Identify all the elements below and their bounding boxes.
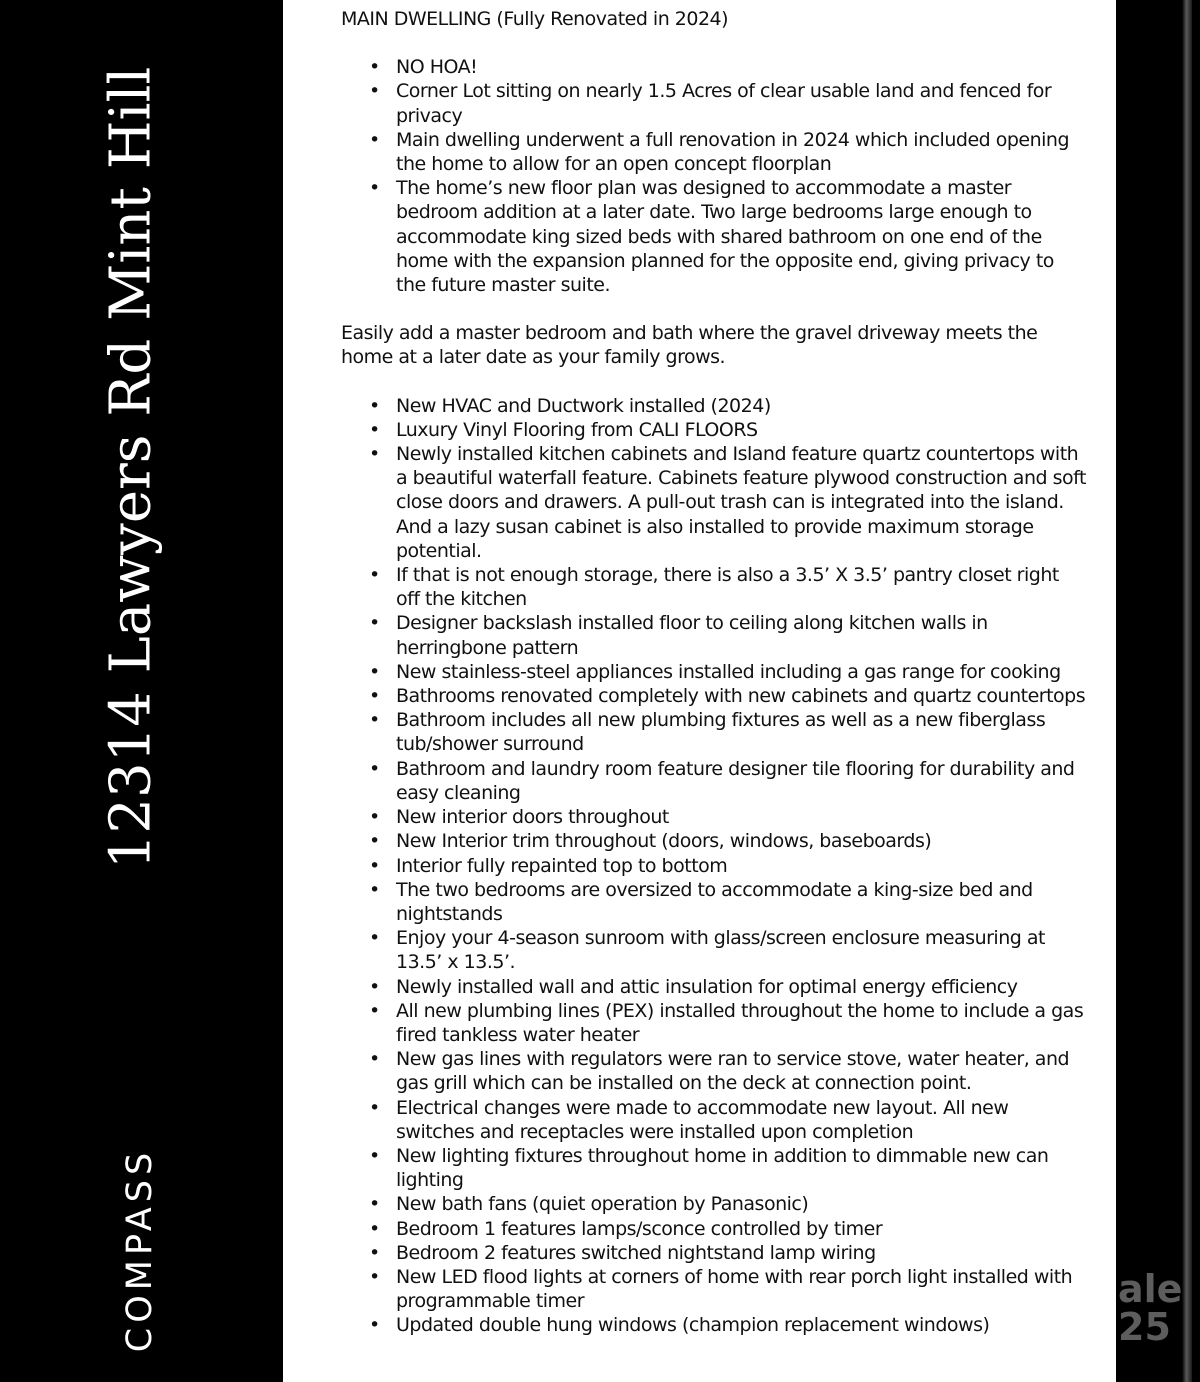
list-item-text: The home’s new floor plan was designed to accommodate a master bedroom addition at a later date. Two large bedrooms large enough to accommodate king sized beds with shared bathroom on one end of the home with the expansion planned for the opposite end, giving privacy to the future master suite. [396, 177, 1054, 297]
list-item [369, 1047, 1086, 1095]
list-item-text: If that is not enough storage, there is also a 3.5’ X 3.5’ pantry closet right off the kitchen [396, 564, 1059, 611]
list-item-text: New Interior trim throughout (doors, windows, baseboards) [396, 830, 932, 853]
list-item-text: New lighting fixtures throughout home in addition to dimmable new can lighting [396, 1144, 1049, 1192]
bullet-icon: • [369, 612, 380, 635]
expansion-paragraph: Easily add a master bedroom and bath where the gravel driveway meets the home at a later date as your family grows. [341, 322, 1038, 369]
list-item-text: Electrical changes were made to accommodate new layout. All new switches and receptacles were installed upon completion [396, 1096, 1009, 1143]
list-item [369, 854, 1086, 878]
section-heading: MAIN DWELLING (Fully Renovated in 2024) [341, 8, 729, 30]
bullet-icon: • [369, 854, 380, 877]
list-item [369, 684, 1086, 708]
brand-logo: COMPASS [120, 1147, 160, 1353]
list-item-text: Enjoy your 4-season sunroom with glass/screen enclosure measuring at 13.5’ x 13.5’. [396, 927, 1045, 974]
bullet-icon: • [369, 1144, 380, 1167]
list-item [369, 660, 1086, 684]
bullet-icon: • [369, 80, 380, 103]
list-item [369, 1241, 1086, 1265]
list-item [369, 563, 1086, 611]
list-item-text: All new plumbing lines (PEX) installed throughout the home to include a gas fired tankless water heater [396, 999, 1084, 1046]
list-item [369, 176, 1086, 297]
list-item-text: Designer backslash installed floor to ceiling along kitchen walls in herringbone pattern [396, 612, 988, 659]
feature-list-2 [341, 394, 1086, 1338]
list-item [369, 757, 1086, 805]
sidebar-band [0, 0, 283, 1382]
list-item-text: Corner Lot sitting on nearly 1.5 Acres of clear usable land and fenced for privacy [396, 80, 1052, 127]
list-item [369, 999, 1086, 1047]
bullet-icon: • [369, 1048, 380, 1071]
list-item-text: New interior doors throughout [396, 806, 669, 829]
scrollbar-edge [1182, 0, 1192, 1382]
list-item [369, 55, 1086, 79]
list-item [369, 975, 1086, 999]
list-item-text: Newly installed wall and attic insulation for optimal energy efficiency [396, 975, 1018, 998]
watermark-line-2: 25 [1118, 1305, 1171, 1349]
bullet-icon: • [369, 56, 380, 79]
list-item [369, 878, 1086, 926]
list-item [369, 442, 1086, 563]
list-item-text: New LED flood lights at corners of home with rear porch light installed with programmable timer [396, 1265, 1073, 1313]
list-item-text: New gas lines with regulators were ran to service stove, water heater, and gas grill which can be installed on the deck at connection point. [396, 1048, 1070, 1095]
list-item-text: Luxury Vinyl Flooring from CALI FLOORS [396, 418, 758, 441]
list-item [369, 418, 1086, 442]
bullet-icon: • [369, 1241, 380, 1264]
list-item [369, 128, 1086, 176]
bullet-icon: • [369, 830, 380, 853]
document-content [341, 7, 1086, 1338]
list-item-text: Bedroom 2 features switched nightstand lamp wiring [396, 1241, 876, 1264]
list-item [369, 611, 1086, 659]
watermark-line-1: ale [1118, 1267, 1183, 1311]
list-item [369, 1144, 1086, 1192]
list-item-text: Interior fully repainted top to bottom [396, 854, 728, 877]
list-item-text: Bathroom and laundry room feature designer tile flooring for durability and easy cleaning [396, 757, 1075, 804]
bullet-icon: • [369, 1193, 380, 1216]
list-item-text: Main dwelling underwent a full renovation in 2024 which included opening the home to allow for an open concept floorplan [396, 128, 1070, 176]
list-item-text: The two bedrooms are oversized to accommodate a king-size bed and nightstands [396, 878, 1033, 925]
list-item [369, 1192, 1086, 1216]
list-item [369, 1265, 1086, 1313]
bullet-icon: • [369, 975, 380, 998]
watermark [1118, 1267, 1183, 1349]
list-item-text: Newly installed kitchen cabinets and Island feature quartz countertops with a beautiful waterfall feature. Cabinets feature plywood construction and soft close doors and drawers. A pull-out trash can is integrated into the island. And a lazy susan cabinet is also installed to provide maximum storage potential. [396, 443, 1086, 562]
list-item [369, 1217, 1086, 1241]
list-item-text: NO HOA! [396, 56, 478, 79]
bullet-icon: • [369, 685, 380, 708]
bullet-icon: • [369, 709, 380, 732]
list-item-text: New bath fans (quiet operation by Panasonic) [396, 1193, 809, 1216]
list-item-text: Bathrooms renovated completely with new cabinets and quartz countertops [396, 685, 1086, 708]
bullet-icon: • [369, 1265, 380, 1288]
bullet-icon: • [369, 1217, 380, 1240]
bullet-icon: • [369, 1096, 380, 1119]
bullet-icon: • [369, 660, 380, 683]
list-item-text: Bathroom includes all new plumbing fixtures as well as a new fiberglass tub/shower surround [396, 709, 1046, 756]
list-item-text: New HVAC and Ductwork installed (2024) [396, 394, 771, 417]
list-item [369, 79, 1086, 127]
list-item [369, 1313, 1086, 1337]
bullet-icon: • [369, 927, 380, 950]
bullet-icon: • [369, 394, 380, 417]
list-item [369, 805, 1086, 829]
list-item [369, 926, 1086, 974]
list-item [369, 829, 1086, 853]
bullet-icon: • [369, 177, 380, 200]
list-item-text: Bedroom 1 features lamps/sconce controlled by timer [396, 1217, 883, 1240]
bullet-icon: • [369, 878, 380, 901]
bullet-icon: • [369, 757, 380, 780]
bullet-icon: • [369, 999, 380, 1022]
list-item [369, 1096, 1086, 1144]
property-address-title: 12314 Lawyers Rd Mint Hill [98, 66, 164, 870]
bullet-icon: • [369, 128, 380, 151]
list-item-text: New stainless-steel appliances installed including a gas range for cooking [396, 660, 1061, 683]
bullet-icon: • [369, 806, 380, 829]
feature-list-1 [341, 55, 1086, 297]
bullet-icon: • [369, 564, 380, 587]
bullet-icon: • [369, 443, 380, 466]
list-item [369, 708, 1086, 756]
list-item-text: Updated double hung windows (champion replacement windows) [396, 1314, 990, 1337]
list-item [369, 394, 1086, 418]
bullet-icon: • [369, 418, 380, 441]
bullet-icon: • [369, 1314, 380, 1337]
